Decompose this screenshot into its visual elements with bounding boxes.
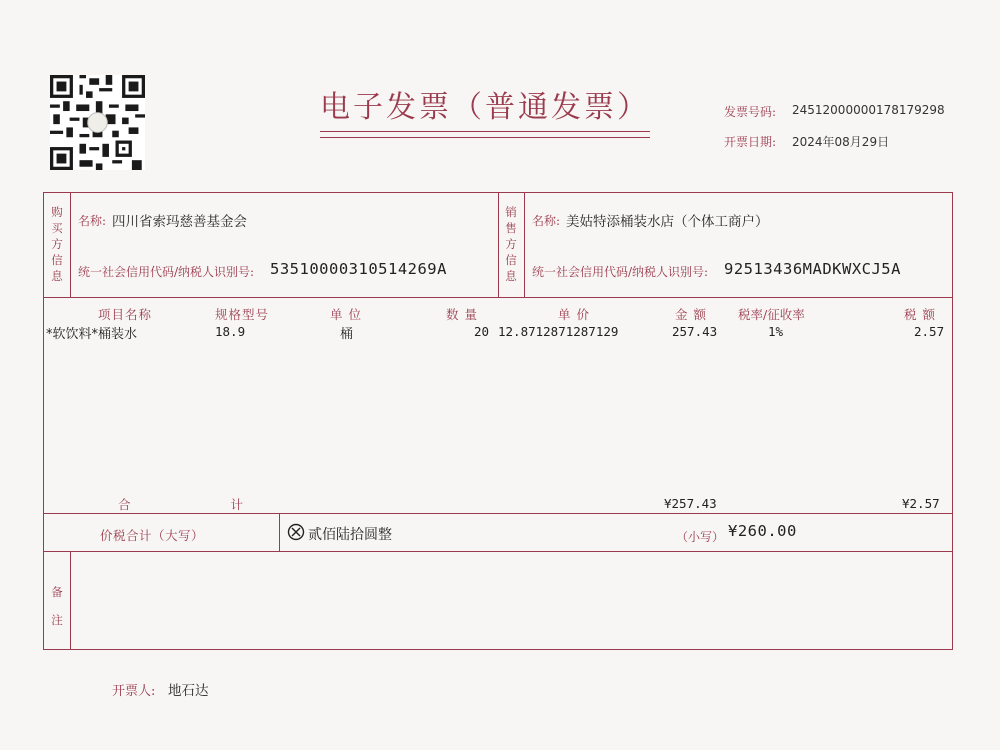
remarks-label: 备注	[51, 585, 63, 627]
grand-total-upper: 贰佰陆拾圆整	[308, 527, 392, 543]
invoice-title: 电子发票（普通发票）	[320, 90, 650, 125]
buyer-tax-id: 53510000310514269A	[270, 260, 447, 278]
col-qty: 数 量	[446, 307, 478, 322]
col-price: 单 价	[558, 307, 590, 322]
total-amount: ¥257.43	[664, 496, 717, 511]
item-spec: 18.9	[215, 324, 246, 339]
buyer-name-label: 名称:	[78, 214, 107, 228]
qr-code	[50, 75, 145, 170]
grand-small-label: （小写）	[676, 530, 725, 544]
item-price: 12.8712871287129	[498, 324, 619, 339]
party-divider	[498, 192, 499, 297]
invoice-no-label: 发票号码:	[724, 105, 777, 119]
seller-name-label: 名称:	[532, 214, 561, 228]
seller-tax-id: 92513436MADKWXCJ5A	[724, 260, 901, 278]
item-amount: 257.43	[672, 324, 718, 339]
circled-x-icon	[287, 523, 305, 541]
col-amount: 金 额	[675, 307, 707, 322]
grand-label: 价税合计（大写）	[100, 528, 205, 543]
issuer-name: 地石达	[168, 683, 209, 699]
issuer-label: 开票人:	[112, 684, 156, 699]
item-qty: 20	[474, 324, 490, 339]
party-bottom-line	[43, 297, 953, 298]
grand-top-line	[43, 513, 953, 514]
seller-side-divider	[524, 192, 525, 297]
grand-total-small: ¥260.00	[728, 522, 797, 540]
total-label: 合 计	[118, 497, 291, 512]
col-tax: 税 额	[904, 307, 936, 322]
seller-name: 美姑特添桶装水店（个体工商户）	[566, 214, 769, 230]
title-underline-2	[320, 137, 650, 138]
buyer-id-label: 统一社会信用代码/纳税人识别号:	[78, 265, 255, 279]
seller-side-label: 销售方信息	[505, 205, 517, 283]
seller-id-label: 统一社会信用代码/纳税人识别号:	[532, 265, 709, 279]
title-underline-1	[320, 131, 650, 132]
total-tax: ¥2.57	[902, 496, 940, 511]
buyer-name: 四川省索玛慈善基金会	[112, 214, 247, 230]
item-unit: 桶	[340, 327, 354, 342]
buyer-side-label: 购买方信息	[51, 205, 63, 283]
item-name: *软饮料*桶装水	[46, 327, 138, 342]
remarks-divider	[70, 551, 71, 650]
date-label: 开票日期:	[724, 135, 777, 149]
col-unit: 单 位	[330, 307, 362, 322]
invoice-no: 24512000000178179298	[792, 103, 945, 117]
item-tax: 2.57	[914, 324, 945, 339]
col-spec: 规格型号	[215, 307, 270, 322]
col-rate: 税率/征收率	[738, 307, 805, 322]
buyer-side-divider	[70, 192, 71, 297]
item-rate: 1%	[768, 324, 784, 339]
grand-divider	[279, 513, 280, 551]
invoice-date: 2024年08月29日	[792, 135, 890, 149]
grand-bottom-line	[43, 551, 953, 552]
col-item: 项目名称	[98, 307, 153, 322]
